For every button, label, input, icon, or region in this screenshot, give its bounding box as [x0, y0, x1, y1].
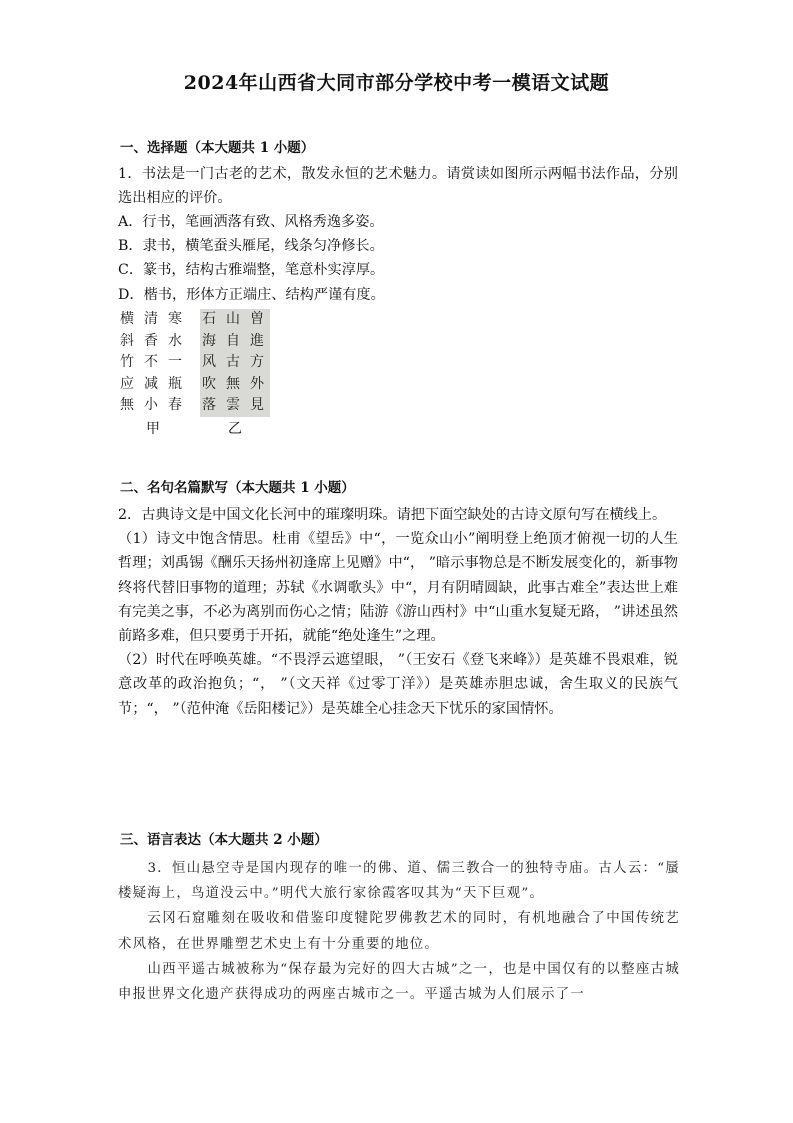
section-heading-choice: 一、选择题（本大题共 1 小题） [120, 140, 315, 156]
calligraphy-char: 吹 [202, 375, 216, 392]
calligraphy-char: 竹 [120, 354, 134, 370]
calligraphy-char: 見 [250, 397, 264, 413]
calligraphy-char: 小 [144, 397, 158, 413]
calligraphy-char: 海 [202, 332, 216, 349]
caption-yi: 乙 [228, 421, 242, 437]
question-3-paragraph-1: 3．恒山悬空寺是国内现存的唯一的佛、道、儒三教合一的独特寺庙。古人云：“蜃楼疑海上，鸟道没云中。”明代大旅行家徐霞客叹其为“天下巨观”。 [118, 861, 680, 902]
calligraphy-column [168, 309, 182, 417]
calligraphy-char: 瓶 [168, 375, 182, 392]
calligraphy-char: 無 [120, 397, 134, 413]
calligraphy-char: 应 [120, 375, 134, 392]
page-title: 2024年山西省大同市部分学校中考一模语文试题 [183, 72, 610, 94]
calligraphy-column [250, 309, 264, 417]
option-d: D．楷书，形体方正端庄、结构严谨有度。 [118, 286, 385, 303]
calligraphy-char: 進 [250, 332, 264, 349]
calligraphy-char: 水 [168, 332, 182, 349]
caption-jia: 甲 [146, 421, 160, 437]
question-2-part-2: （2）时代在呼唤英雄。“不畏浮云遮望眼， ”（王安石《登飞来峰》）是英雄不畏艰难，锐意改革的政治抱负；“， ”（文天祥《过零丁洋》）是英雄赤胆忠诚，舍生取义的民族气节；“， ”（范仲淹《岳阳楼记》）是英雄全心挂念天下忧乐的家国情怀。 [118, 652, 678, 717]
calligraphy-char: 斜 [120, 332, 134, 349]
calligraphy-char: 春 [168, 397, 182, 413]
calligraphy-char: 方 [250, 354, 264, 370]
calligraphy-char: 山 [226, 311, 240, 327]
option-c: C．篆书，结构古雅端整，笔意朴实淳厚。 [118, 262, 385, 279]
question-2-stem: 2．古典诗文是中国文化长河中的璀璨明珠。请把下面空缺处的古诗文原句写在横线上。 [118, 507, 667, 523]
question-1-stem: 1．书法是一门古老的艺术，散发永恒的艺术魅力。请赏读如图所示两幅书法作品，分别选出相应的评价。 [118, 166, 678, 207]
calligraphy-char: 清 [144, 311, 158, 327]
calligraphy-char: 外 [250, 375, 264, 392]
calligraphy-column [202, 309, 216, 417]
calligraphy-char: 曽 [250, 311, 264, 327]
calligraphy-char: 雲 [226, 397, 240, 413]
question-3-paragraph-3: 山西平遥古城被称为“保存最为完好的四大古城”之一，也是中国仅有的以整座古城申报世界文化遗产获得成功的两座古城市之一。平遥古城为人们展示了一 [118, 961, 680, 1003]
calligraphy-char: 风 [202, 354, 216, 370]
question-1-options [118, 210, 385, 307]
question-1-text [118, 162, 678, 210]
calligraphy-column [144, 309, 158, 417]
section-heading-expression: 三、语言表达（本大题共 2 小题） [120, 832, 328, 848]
calligraphy-char: 香 [144, 332, 158, 349]
calligraphy-column [120, 309, 134, 417]
calligraphy-yi-image [200, 309, 270, 417]
calligraphy-char: 無 [226, 375, 240, 392]
calligraphy-char: 减 [144, 375, 158, 392]
calligraphy-char: 不 [144, 354, 158, 370]
question-3-text [118, 856, 680, 1007]
question-2-part-1: （1）诗文中饱含情思。杜甫《望岳》中“，一览众山小”阐明登上绝顶才俯视一切的人生哲理；刘禹锡《酬乐天扬州初逢席上见赠》中“， ”暗示事物总是不断发展变化的，新事物终将代替旧事物的道理；苏轼《水调歌头》中“，月有阴晴圆缺，此事古难全”表达世上难有完美之事，不必为离别而伤心之情；陆游《游山西村》中“山重水复疑无路， ”讲述虽然前路多难，但只要勇于开拓，就能“绝处逢生”之理。 [118, 531, 678, 645]
section-heading-dictation: 二、名句名篇默写（本大题共 1 小题） [120, 480, 355, 496]
question-2-text [118, 503, 678, 721]
calligraphy-char: 寒 [168, 311, 182, 327]
calligraphy-jia-image [120, 309, 182, 417]
calligraphy-char: 石 [202, 311, 216, 327]
calligraphy-char: 古 [226, 354, 240, 370]
question-3-paragraph-2: 云冈石窟雕刻在吸收和借鉴印度犍陀罗佛教艺术的同时，有机地融合了中国传统艺术风格，在世界雕塑艺术史上有十分重要的地位。 [118, 911, 680, 952]
option-a: A．行书，笔画洒落有致、风格秀逸多姿。 [118, 214, 384, 230]
calligraphy-char: 横 [120, 311, 134, 327]
option-b: B．隶书，横笔蚕头雁尾，线条匀净修长。 [118, 238, 384, 255]
calligraphy-column [226, 309, 240, 417]
calligraphy-char: 自 [226, 332, 240, 349]
calligraphy-char: 一 [168, 354, 182, 370]
calligraphy-char: 落 [202, 397, 216, 413]
